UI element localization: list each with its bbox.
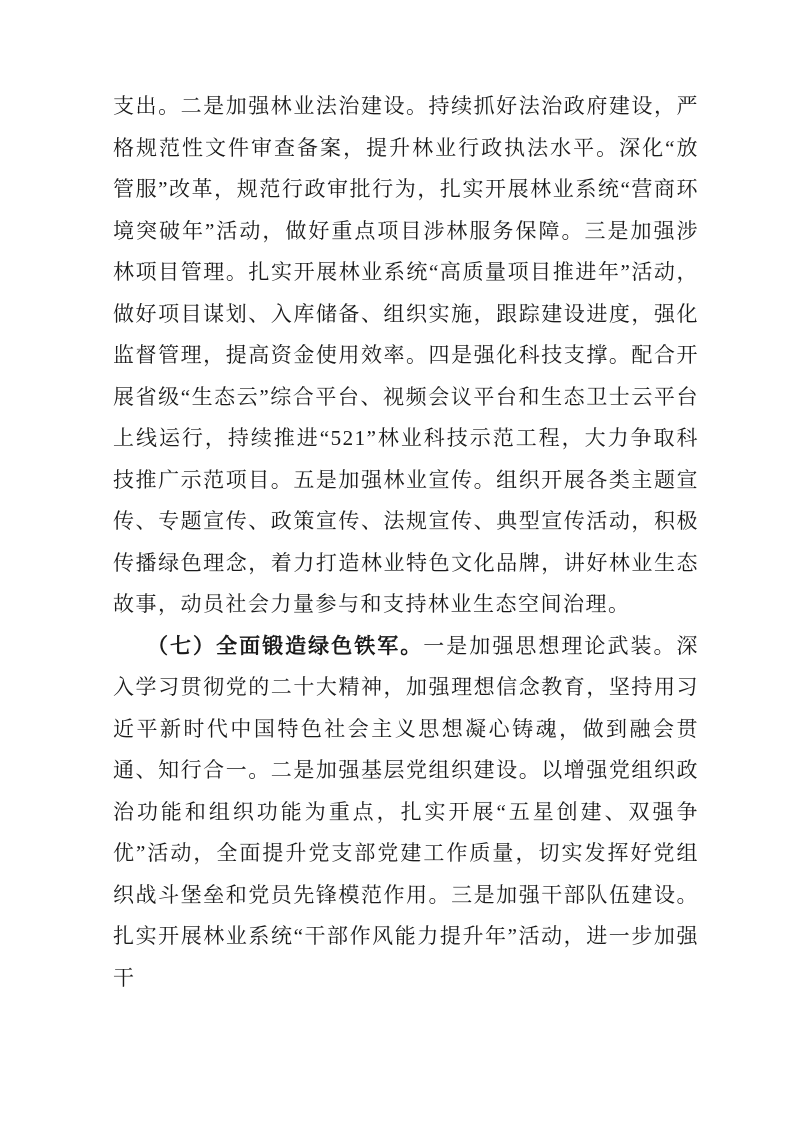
paragraph-1 [113,86,699,626]
document-text-block [113,86,699,999]
bold-heading-run: （七）全面锻造绿色铁军。 [147,633,424,658]
body-text-run: 一是加强思想理论武装。深入学习贯彻党的二十大精神，加强理想信念教育，坚持用习近平新时代中国特色社会主义思想凝心铸魂，做到融会贯通、知行合一。二是加强基层党组织建设。以增强党组织政治功能和组织功能为重点，扎实开展“五星创建、双强争优”活动，全面提升党支部党建工作质量，切实发挥好党组织战斗堡垒和党员先锋模范作用。三是加强干部队伍建设。扎实开展林业系统“干部作风能力提升年”活动，进一步加强干 [113,633,700,990]
paragraph-2 [113,626,699,1000]
body-text-run: 支出。二是加强林业法治建设。持续抓好法治政府建设，严格规范性文件审查备案，提升林业行政执法水平。深化“放管服”改革，规范行政审批行为，扎实开展林业系统“营商环境突破年”活动，做好重点项目涉林服务保障。三是加强涉林项目管理。扎实开展林业系统“高质量项目推进年”活动，做好项目谋划、入库储备、组织实施，跟踪建设进度，强化监督管理，提高资金使用效率。四是强化科技支撑。配合开展省级“生态云”综合平台、视频会议平台和生态卫士云平台上线运行，持续推进“521”林业科技示范工程，大力争取科技推广示范项目。五是加强林业宣传。组织开展各类主题宣传、专题宣传、政策宣传、法规宣传、典型宣传活动，积极传播绿色理念，着力打造林业特色文化品牌，讲好林业生态故事，动员社会力量参与和支持林业生态空间治理。 [113,94,699,616]
